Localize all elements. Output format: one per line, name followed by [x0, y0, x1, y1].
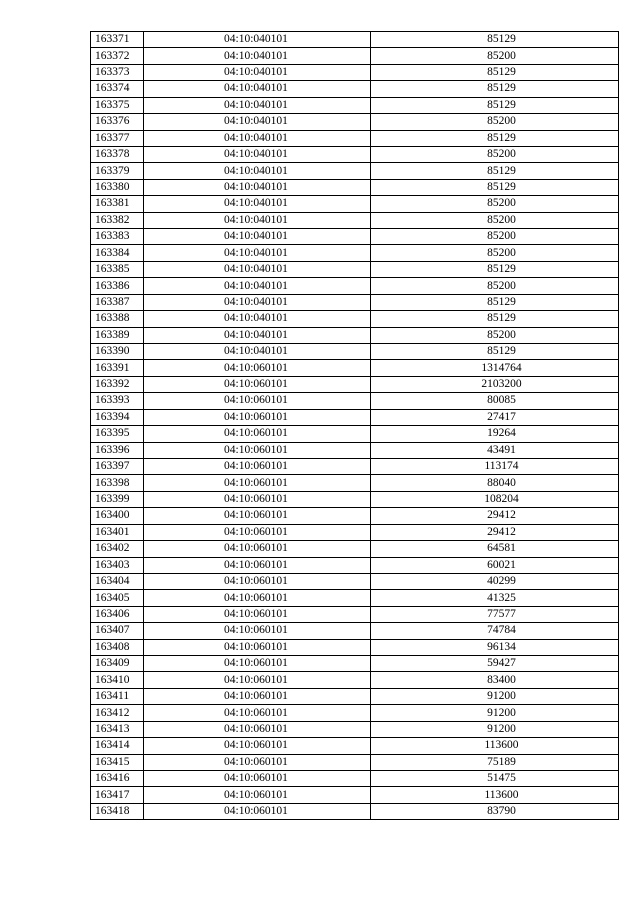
cadastral-code-cell: 04:10:060101	[144, 738, 371, 754]
value-cell: 83400	[371, 672, 619, 688]
table-row	[91, 803, 619, 819]
row-id-cell: 163384	[91, 245, 144, 261]
cadastral-code-cell: 04:10:060101	[144, 508, 371, 524]
row-id-cell: 163418	[91, 803, 144, 819]
cadastral-code-cell: 04:10:060101	[144, 376, 371, 392]
row-id-cell: 163402	[91, 541, 144, 557]
value-cell: 85129	[371, 311, 619, 327]
table-row	[91, 278, 619, 294]
cadastral-code-cell: 04:10:060101	[144, 688, 371, 704]
row-id-cell: 163416	[91, 770, 144, 786]
row-id-cell: 163413	[91, 721, 144, 737]
row-id-cell: 163400	[91, 508, 144, 524]
row-id-cell: 163396	[91, 442, 144, 458]
value-cell: 80085	[371, 393, 619, 409]
row-id-cell: 163414	[91, 738, 144, 754]
value-cell: 85129	[371, 179, 619, 195]
value-cell: 85129	[371, 97, 619, 113]
cadastral-code-cell: 04:10:040101	[144, 146, 371, 162]
value-cell: 85200	[371, 229, 619, 245]
row-id-cell: 163385	[91, 261, 144, 277]
value-cell: 85200	[371, 48, 619, 64]
table-row	[91, 656, 619, 672]
value-cell: 85129	[371, 294, 619, 310]
row-id-cell: 163394	[91, 409, 144, 425]
table-row	[91, 541, 619, 557]
row-id-cell: 163380	[91, 179, 144, 195]
table-row	[91, 606, 619, 622]
table-row	[91, 179, 619, 195]
value-cell: 19264	[371, 426, 619, 442]
table-row	[91, 458, 619, 474]
value-cell: 85200	[371, 196, 619, 212]
cadastral-code-cell: 04:10:060101	[144, 590, 371, 606]
value-cell: 85129	[371, 261, 619, 277]
row-id-cell: 163387	[91, 294, 144, 310]
value-cell: 64581	[371, 541, 619, 557]
row-id-cell: 163378	[91, 146, 144, 162]
row-id-cell: 163406	[91, 606, 144, 622]
table-row	[91, 508, 619, 524]
table-row	[91, 754, 619, 770]
cadastral-code-cell: 04:10:040101	[144, 163, 371, 179]
row-id-cell: 163415	[91, 754, 144, 770]
value-cell: 2103200	[371, 376, 619, 392]
value-cell: 88040	[371, 475, 619, 491]
table-row	[91, 672, 619, 688]
table-row	[91, 360, 619, 376]
row-id-cell: 163377	[91, 130, 144, 146]
row-id-cell: 163407	[91, 623, 144, 639]
row-id-cell: 163417	[91, 787, 144, 803]
row-id-cell: 163391	[91, 360, 144, 376]
table-row	[91, 294, 619, 310]
table-row	[91, 475, 619, 491]
table-row	[91, 261, 619, 277]
value-cell: 96134	[371, 639, 619, 655]
cadastral-code-cell: 04:10:060101	[144, 426, 371, 442]
table-row	[91, 770, 619, 786]
row-id-cell: 163397	[91, 458, 144, 474]
table-row	[91, 442, 619, 458]
cadastral-code-cell: 04:10:060101	[144, 442, 371, 458]
cadastral-code-cell: 04:10:060101	[144, 656, 371, 672]
table-row	[91, 557, 619, 573]
table-row	[91, 524, 619, 540]
cadastral-code-cell: 04:10:040101	[144, 229, 371, 245]
value-cell: 85129	[371, 344, 619, 360]
table-row	[91, 327, 619, 343]
cadastral-code-cell: 04:10:040101	[144, 294, 371, 310]
row-id-cell: 163379	[91, 163, 144, 179]
row-id-cell: 163393	[91, 393, 144, 409]
cadastral-code-cell: 04:10:060101	[144, 672, 371, 688]
cadastral-code-cell: 04:10:040101	[144, 48, 371, 64]
cadastral-code-cell: 04:10:040101	[144, 327, 371, 343]
value-cell: 27417	[371, 409, 619, 425]
row-id-cell: 163395	[91, 426, 144, 442]
table-body	[91, 32, 619, 820]
value-cell: 91200	[371, 721, 619, 737]
cadastral-code-cell: 04:10:060101	[144, 721, 371, 737]
cadastral-code-cell: 04:10:060101	[144, 623, 371, 639]
value-cell: 59427	[371, 656, 619, 672]
table-row	[91, 409, 619, 425]
row-id-cell: 163401	[91, 524, 144, 540]
row-id-cell: 163411	[91, 688, 144, 704]
value-cell: 85200	[371, 245, 619, 261]
cadastral-code-cell: 04:10:060101	[144, 524, 371, 540]
cadastral-code-cell: 04:10:040101	[144, 261, 371, 277]
data-table	[90, 31, 619, 820]
table-row	[91, 738, 619, 754]
table-row	[91, 787, 619, 803]
table-row	[91, 344, 619, 360]
row-id-cell: 163405	[91, 590, 144, 606]
cadastral-code-cell: 04:10:060101	[144, 606, 371, 622]
row-id-cell: 163388	[91, 311, 144, 327]
cadastral-code-cell: 04:10:040101	[144, 311, 371, 327]
table-row	[91, 376, 619, 392]
row-id-cell: 163371	[91, 32, 144, 48]
row-id-cell: 163404	[91, 573, 144, 589]
table-row	[91, 573, 619, 589]
cadastral-code-cell: 04:10:060101	[144, 409, 371, 425]
value-cell: 1314764	[371, 360, 619, 376]
value-cell: 113600	[371, 738, 619, 754]
row-id-cell: 163381	[91, 196, 144, 212]
table-row	[91, 212, 619, 228]
value-cell: 40299	[371, 573, 619, 589]
row-id-cell: 163386	[91, 278, 144, 294]
value-cell: 74784	[371, 623, 619, 639]
row-id-cell: 163374	[91, 81, 144, 97]
cadastral-code-cell: 04:10:040101	[144, 81, 371, 97]
value-cell: 77577	[371, 606, 619, 622]
row-id-cell: 163372	[91, 48, 144, 64]
cadastral-code-cell: 04:10:060101	[144, 360, 371, 376]
cadastral-code-cell: 04:10:060101	[144, 557, 371, 573]
cadastral-code-cell: 04:10:040101	[144, 130, 371, 146]
cadastral-code-cell: 04:10:060101	[144, 541, 371, 557]
table-row	[91, 163, 619, 179]
cadastral-code-cell: 04:10:060101	[144, 475, 371, 491]
row-id-cell: 163392	[91, 376, 144, 392]
cadastral-code-cell: 04:10:040101	[144, 278, 371, 294]
cadastral-code-cell: 04:10:060101	[144, 770, 371, 786]
cadastral-code-cell: 04:10:040101	[144, 179, 371, 195]
cadastral-code-cell: 04:10:040101	[144, 245, 371, 261]
cadastral-code-cell: 04:10:040101	[144, 97, 371, 113]
value-cell: 91200	[371, 705, 619, 721]
value-cell: 85129	[371, 81, 619, 97]
value-cell: 113174	[371, 458, 619, 474]
cadastral-code-cell: 04:10:060101	[144, 639, 371, 655]
value-cell: 85129	[371, 130, 619, 146]
value-cell: 51475	[371, 770, 619, 786]
cadastral-code-cell: 04:10:060101	[144, 458, 371, 474]
row-id-cell: 163390	[91, 344, 144, 360]
table-row	[91, 590, 619, 606]
row-id-cell: 163412	[91, 705, 144, 721]
table-row	[91, 32, 619, 48]
cadastral-code-cell: 04:10:040101	[144, 344, 371, 360]
cadastral-code-cell: 04:10:040101	[144, 64, 371, 80]
value-cell: 85200	[371, 327, 619, 343]
value-cell: 85200	[371, 212, 619, 228]
cadastral-code-cell: 04:10:060101	[144, 803, 371, 819]
value-cell: 43491	[371, 442, 619, 458]
table-row	[91, 623, 619, 639]
value-cell: 85129	[371, 163, 619, 179]
row-id-cell: 163373	[91, 64, 144, 80]
row-id-cell: 163383	[91, 229, 144, 245]
table-row	[91, 196, 619, 212]
row-id-cell: 163375	[91, 97, 144, 113]
table-row	[91, 311, 619, 327]
table-row	[91, 639, 619, 655]
row-id-cell: 163403	[91, 557, 144, 573]
cadastral-code-cell: 04:10:060101	[144, 491, 371, 507]
table-row	[91, 721, 619, 737]
cadastral-code-cell: 04:10:060101	[144, 705, 371, 721]
value-cell: 60021	[371, 557, 619, 573]
table-row	[91, 48, 619, 64]
table-row	[91, 130, 619, 146]
cadastral-code-cell: 04:10:060101	[144, 754, 371, 770]
value-cell: 113600	[371, 787, 619, 803]
cadastral-code-cell: 04:10:060101	[144, 787, 371, 803]
row-id-cell: 163376	[91, 114, 144, 130]
table-row	[91, 688, 619, 704]
cadastral-code-cell: 04:10:040101	[144, 114, 371, 130]
table-row	[91, 393, 619, 409]
value-cell: 85129	[371, 32, 619, 48]
row-id-cell: 163399	[91, 491, 144, 507]
row-id-cell: 163408	[91, 639, 144, 655]
value-cell: 85200	[371, 114, 619, 130]
row-id-cell: 163409	[91, 656, 144, 672]
cadastral-code-cell: 04:10:060101	[144, 573, 371, 589]
row-id-cell: 163410	[91, 672, 144, 688]
value-cell: 29412	[371, 524, 619, 540]
table-row	[91, 64, 619, 80]
table-row	[91, 245, 619, 261]
value-cell: 91200	[371, 688, 619, 704]
table-row	[91, 146, 619, 162]
cadastral-code-cell: 04:10:040101	[144, 212, 371, 228]
table-row	[91, 229, 619, 245]
value-cell: 85129	[371, 64, 619, 80]
value-cell: 85200	[371, 278, 619, 294]
value-cell: 85200	[371, 146, 619, 162]
value-cell: 83790	[371, 803, 619, 819]
row-id-cell: 163389	[91, 327, 144, 343]
table-row	[91, 114, 619, 130]
table-row	[91, 426, 619, 442]
value-cell: 29412	[371, 508, 619, 524]
cadastral-code-cell: 04:10:040101	[144, 32, 371, 48]
table-row	[91, 81, 619, 97]
cadastral-code-cell: 04:10:060101	[144, 393, 371, 409]
table-row	[91, 491, 619, 507]
table-row	[91, 705, 619, 721]
value-cell: 41325	[371, 590, 619, 606]
value-cell: 75189	[371, 754, 619, 770]
row-id-cell: 163398	[91, 475, 144, 491]
cadastral-code-cell: 04:10:040101	[144, 196, 371, 212]
value-cell: 108204	[371, 491, 619, 507]
table-row	[91, 97, 619, 113]
row-id-cell: 163382	[91, 212, 144, 228]
